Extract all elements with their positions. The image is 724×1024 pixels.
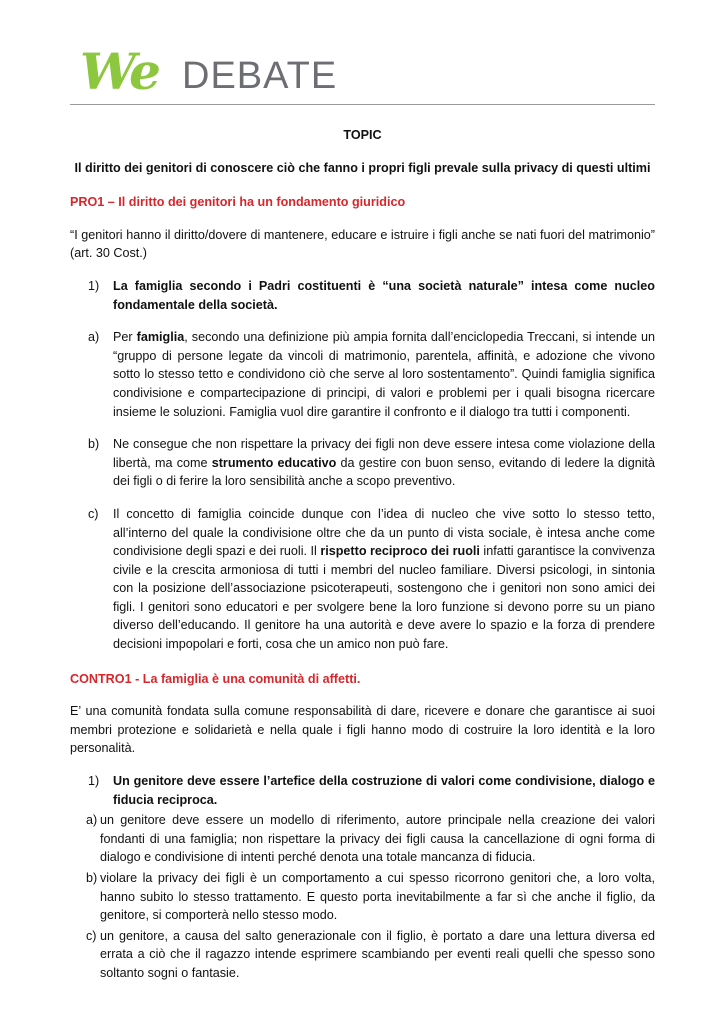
list-marker: 1) [88,278,100,293]
list-marker: c) [88,506,99,521]
pro1-item-a-text-post: , secondo una definizione più ampia fornita dall’enciclopedia Treccani, si intende un “gruppo di persone legate da vincoli di matrimonio, parentela, affinità, e adozione che vivono sotto lo stesso tetto e condividono ciò che serve al loro sostentamento”. Quindi famiglia significa condivisione e compartecipazione di principi, di valori e problemi per i quali bisogna ricercare insieme le soluzioni. Famiglia vuol dire garantire il confronto e il dialogo tra tutti i componenti. [113,330,655,419]
pro1-point-1 [70,277,655,314]
contro1-item-c-text: un genitore, a causa del salto generazionale con il figlio, è portato a dare una lettura diversa ed errata a ciò che il ragazzo intende esprimere scambiando per eventi reali quelli che spesso sono soltanto sogni o fantasie. [100,928,655,980]
document-body [70,120,655,983]
list-marker: 1) [88,774,100,789]
pro1-item-a [70,328,655,421]
pro1-point-1-text: La famiglia secondo i Padri costituenti è “una società naturale” intesa come nucleo fondamentale della società. [113,278,655,312]
contro1-item-b-text: violare la privacy dei figli è un comportamento a cui spesso ricorrono genitori che, a loro volta, hanno subito lo stesso trattamento. E questo porta inevitabilmente a far sì che anche il figlio, da genitore, si comporterà nello stesso modo. [100,871,655,923]
contro1-item-a [70,811,655,867]
list-marker: b) [88,437,100,452]
pro1-item-a-bold: famiglia [136,330,185,345]
logo-debate: DEBATE [182,55,338,97]
contro1-item-c [70,927,655,983]
wedebate-logo [80,42,360,108]
pro1-quote: “I genitori hanno il diritto/dovere di mantenere, educare e istruire i figli anche se nati fuori del matrimonio” (art. 30 Cost.) [70,227,655,261]
pro1-item-b [70,435,655,491]
list-marker: c) [86,928,97,943]
pro1-heading: PRO1 – Il diritto dei genitori ha un fondamento giuridico [70,195,406,210]
header-divider [70,104,655,105]
logo-we: We [80,42,158,101]
list-marker: a) [88,330,100,345]
pro1-item-c-text-pre: Il concetto di famiglia coincide dunque con l’idea di nucleo che vive sotto lo stesso tetto, all’interno del quale la condivisione oltre che da un punto di vista sociale, è intesa anche come condivisione degli spazi e dei ruoli. Il [113,506,655,559]
pro1-item-b-text-pre: Ne consegue che non rispettare la privacy dei figli non deve essere intesa come violazione della libertà, ma come [113,437,655,470]
topic-heading: TOPIC [343,128,382,142]
pro1-item-a-text-pre: Per [113,330,137,345]
pro1-item-c [70,505,655,654]
pro1-item-b-bold: strumento educativo [211,455,337,470]
contro1-intro: E’ una comunità fondata sulla comune responsabilità di dare, ricevere e donare che garantisce ai suoi membri protezione e solidarietà e nella quale i figli hanno modo di costruire la loro identità e la loro personalità. [70,704,655,756]
contro1-heading: CONTRO1 - La famiglia è una comunità di affetti. [70,671,361,686]
contro1-item-b [70,869,655,925]
contro1-point-1 [70,772,655,809]
pro1-item-c-text-post: infatti garantisce la convivenza civile e la crescita armoniosa di tutti i membri del nucleo familiare. Diversi psicologi, in sintonia con la posizione dell’associazione psicoterapeuti, sostengono che i genitori non sono amici dei figli. I genitori sono educatori e per svolgere bene la loro funzione si devono porre su un piano diverso dell’educando. Il genitore ha una autorità e deve avere lo spazio e la forza di prendere decisioni impopolari e forti, cosa che un amico non può fare. [113,544,655,652]
list-marker: a) [86,813,98,828]
contro1-item-a-text: un genitore deve essere un modello di riferimento, autore principale nella creazione dei valori fondanti di una famiglia; non rispettare la privacy dei figli causa la cancellazione di ogni forma di dialogo e condivisione di intenti perché denota una totale mancanza di fiducia. [100,813,655,865]
pro1-item-b-text-post: da gestire con buon senso, evitando di ledere la dignità dei figli o di ferire la loro sensibilità anche a scopo preventivo. [113,455,656,489]
motion-title: Il diritto dei genitori di conoscere ciò che fanno i propri figli prevale sulla privacy di questi ultimi [74,160,651,175]
contro1-point-1-text: Un genitore deve essere l’artefice della costruzione di valori come condivisione, dialogo e fiducia reciproca. [113,774,655,807]
pro1-item-c-bold: rispetto reciproco dei ruoli [320,544,480,559]
list-marker: b) [86,871,98,885]
